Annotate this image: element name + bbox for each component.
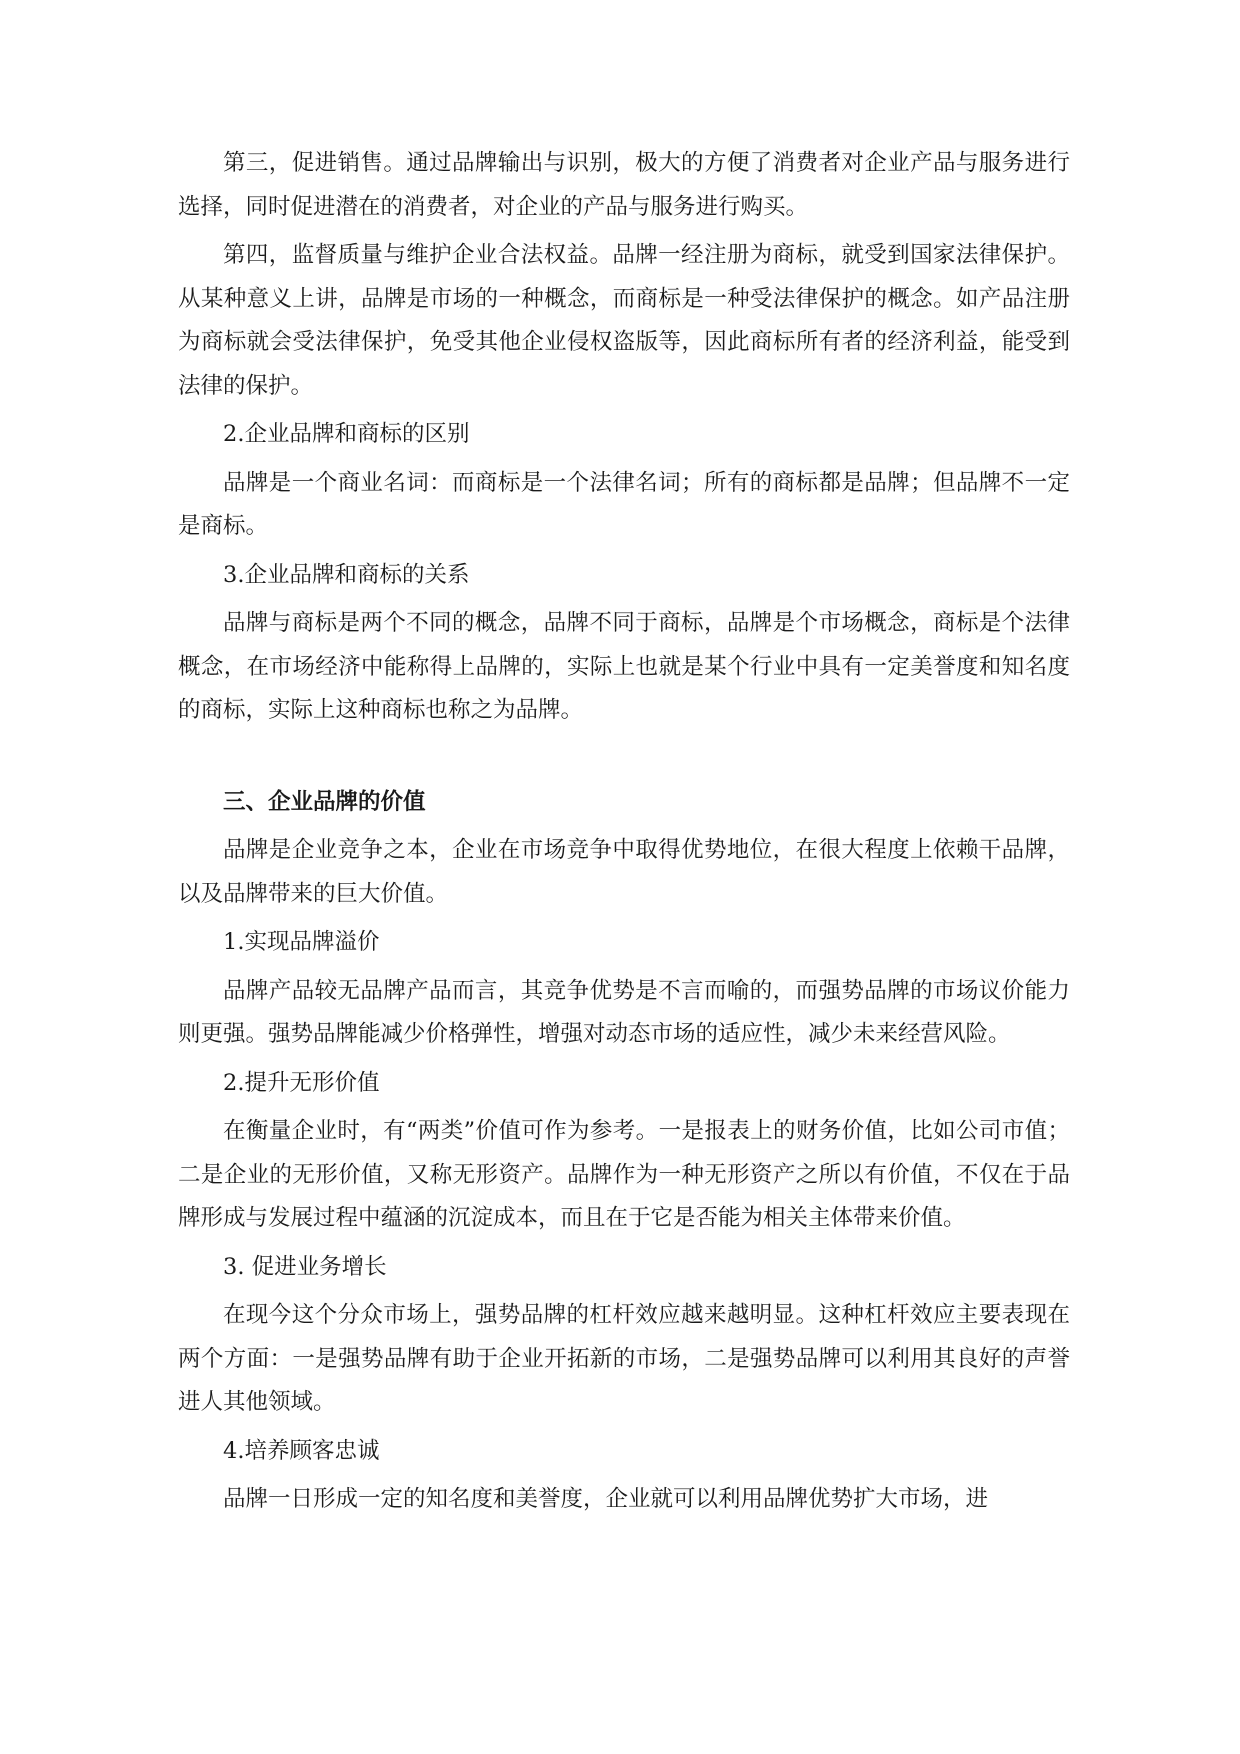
paragraph-brand-premium: 品牌产品较无品牌产品而言，其竞争优势是不言而喻的，而强势品牌的市场议价能力则更强。强势品牌能减少价格弹性，增强对动态市场的适应性，减少未来经营风险。	[178, 977, 1070, 1047]
subheading-brand-trademark-relation: 3.企业品牌和商标的关系	[223, 561, 470, 588]
subheading-intangible-value: 2.提升无形价值	[223, 1069, 380, 1096]
paragraph-brand-trademark-relation: 品牌与商标是两个不同的概念，品牌不同于商标，品牌是个市场概念，商标是个法律概念，在市场经济中能称得上品牌的，实际上也就是某个行业中具有一定美誉度和知名度的商标，实际上这种商标也称之为品牌。	[178, 610, 1070, 723]
paragraph-customer-loyalty: 品牌一日形成一定的知名度和美誉度，企业就可以利用品牌优势扩大市场，进	[223, 1486, 989, 1512]
paragraph-brand-trademark-difference: 品牌是一个商业名词：而商标是一个法律名词；所有的商标都是品牌；但品牌不一定是商标。	[178, 469, 1070, 539]
paragraph-business-growth: 在现今这个分众市场上，强势品牌的杠杆效应越来越明显。这种杠杆效应主要表现在两个方面：一是强势品牌有助于企业开拓新的市场，二是强势品牌可以利用其良好的声誉进人其他领域。	[178, 1302, 1070, 1415]
subheading-customer-loyalty: 4.培养顾客忠诚	[223, 1437, 380, 1464]
paragraph-promote-sales: 第三，促进销售。通过品牌输出与识别，极大的方便了消费者对企业产品与服务进行选择，同时促进潜在的消费者，对企业的产品与服务进行购买。	[178, 150, 1070, 220]
subheading-brand-premium: 1.实现品牌溢价	[223, 929, 380, 955]
subheading-business-growth: 3. 促进业务增长	[223, 1253, 387, 1280]
paragraph-brand-value-intro: 品牌是企业竞争之本，企业在市场竞争中取得优势地位，在很大程度上依赖干品牌，以及品牌带来的巨大价值。	[178, 837, 1070, 907]
subheading-brand-trademark-difference: 2.企业品牌和商标的区别	[223, 421, 470, 447]
section-heading-brand-value: 三、企业品牌的价值	[223, 788, 426, 815]
document-body	[178, 142, 1070, 1527]
paragraph-intangible-value: 在衡量企业时，有“两类”价值可作为参考。一是报表上的财务价值，比如公司市值；二是企业的无形价值，又称无形资产。品牌作为一种无形资产之所以有价值，不仅在于品牌形成与发展过程中蕴涵的沉淀成本，而且在于它是否能为相关主体带来价值。	[178, 1118, 1070, 1231]
paragraph-supervise-quality: 第四，监督质量与维护企业合法权益。品牌一经注册为商标，就受到国家法律保护。从某种意义上讲，品牌是市场的一种概念，而商标是一种受法律保护的概念。如产品注册为商标就会受法律保护，免受其他企业侵权盗版等，因此商标所有者的经济利益，能受到法律的保护。	[178, 242, 1070, 399]
